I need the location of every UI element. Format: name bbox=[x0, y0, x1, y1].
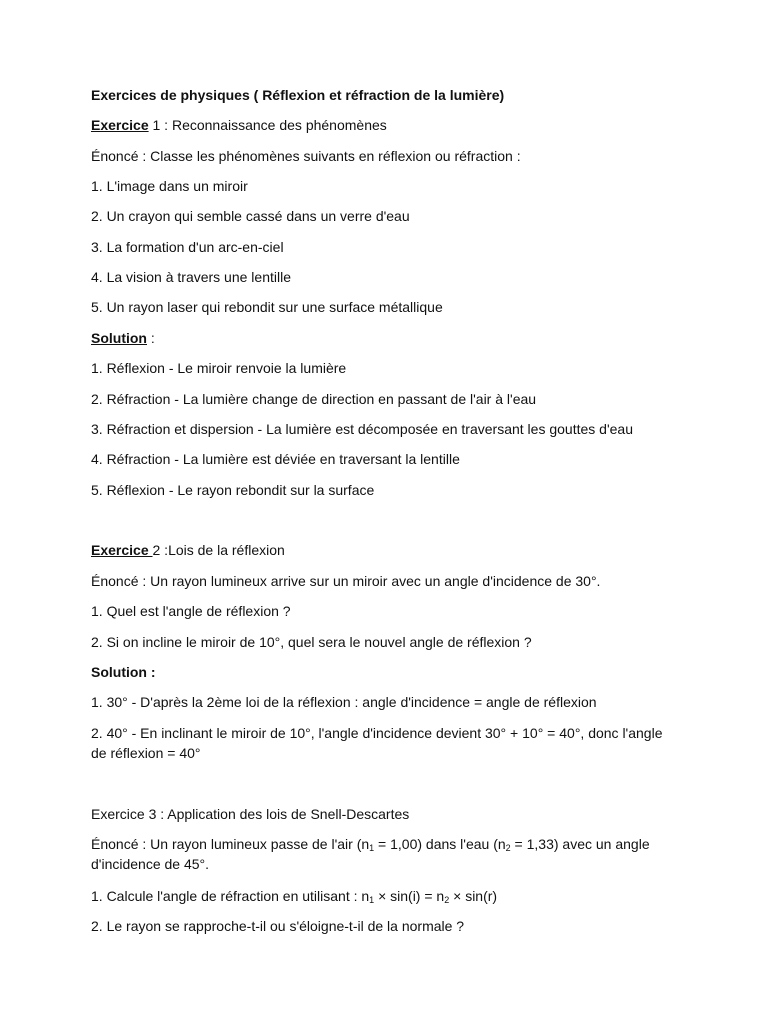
exercise-2-solution-heading: Solution : bbox=[91, 664, 156, 680]
exercise-1-solution-item: 2. Réfraction - La lumière change de direction en passant de l'air à l'eau bbox=[91, 391, 537, 407]
subscript: 2 bbox=[444, 895, 450, 905]
subscript: 1 bbox=[369, 895, 375, 905]
subscript: 1 bbox=[369, 843, 375, 853]
document-title: Exercices de physiques ( Réflexion et réfraction de la lumière) bbox=[91, 87, 505, 103]
exercise-3-statement-part: = 1,33) avec un angle d'incidence de 45°. bbox=[91, 836, 650, 872]
exercise-2-statement: Énoncé : Un rayon lumineux arrive sur un miroir avec un angle d'incidence de 30°. bbox=[91, 573, 601, 589]
exercise-2-title: 2 :Lois de la réflexion bbox=[152, 542, 285, 558]
exercise-2-question: 2. Si on incline le miroir de 10°, quel sera le nouvel angle de réflexion ? bbox=[91, 634, 532, 650]
exercise-1-solution-item: 5. Réflexion - Le rayon rebondit sur la surface bbox=[91, 482, 375, 498]
exercise-1-item: 4. La vision à travers une lentille bbox=[91, 269, 291, 285]
exercise-1-label: Exercice bbox=[91, 117, 149, 133]
exercise-1-item: 1. L'image dans un miroir bbox=[91, 178, 248, 194]
exercise-1-item: 3. La formation d'un arc-en-ciel bbox=[91, 239, 284, 255]
subscript: 2 bbox=[505, 843, 511, 853]
exercise-1-item: 5. Un rayon laser qui rebondit sur une surface métallique bbox=[91, 299, 443, 315]
exercise-1-item: 2. Un crayon qui semble cassé dans un verre d'eau bbox=[91, 208, 410, 224]
exercise-3-question-part: 1. Calcule l'angle de réfraction en utilisant : n bbox=[91, 888, 370, 904]
exercise-3-statement-part: Énoncé : Un rayon lumineux passe de l'air (n bbox=[91, 836, 370, 852]
exercise-2-solution-item: 1. 30° - D'après la 2ème loi de la réflexion : angle d'incidence = angle de réflexion bbox=[91, 694, 597, 710]
exercise-1-solution-item: 4. Réfraction - La lumière est déviée en traversant la lentille bbox=[91, 451, 460, 467]
exercise-1-heading bbox=[91, 115, 387, 135]
exercise-2-heading bbox=[91, 540, 285, 560]
exercise-2-label: Exercice bbox=[91, 542, 153, 558]
exercise-1-solution-item: 3. Réfraction et dispersion - La lumière est décomposée en traversant les gouttes d'eau bbox=[91, 421, 633, 437]
exercise-1-title: 1 : Reconnaissance des phénomènes bbox=[148, 117, 387, 133]
exercise-3-question-part: × sin(i) = n bbox=[374, 888, 445, 904]
exercise-2-solution-item: 2. 40° - En inclinant le miroir de 10°, l'angle d'incidence devient 30° + 10° = 40°, donc l'angle de réflexion = 40° bbox=[91, 725, 663, 761]
exercise-1-solution-heading bbox=[91, 328, 155, 348]
exercise-1-solution-item: 1. Réflexion - Le miroir renvoie la lumière bbox=[91, 360, 347, 376]
exercise-1-solution-colon: : bbox=[147, 330, 155, 346]
exercise-1-statement: Énoncé : Classe les phénomènes suivants en réflexion ou réfraction : bbox=[91, 148, 521, 164]
exercise-3-question-part: × sin(r) bbox=[449, 888, 498, 904]
exercise-2-question: 1. Quel est l'angle de réflexion ? bbox=[91, 603, 291, 619]
exercise-3-heading: Exercice 3 : Application des lois de Snell-Descartes bbox=[91, 806, 410, 822]
exercise-3-question bbox=[91, 886, 497, 906]
exercise-3-statement-part: = 1,00) dans l'eau (n bbox=[374, 836, 506, 852]
exercise-1-solution-label: Solution bbox=[91, 330, 147, 346]
exercise-3-statement bbox=[91, 834, 681, 874]
exercise-3-question: 2. Le rayon se rapproche-t-il ou s'éloigne-t-il de la normale ? bbox=[91, 918, 465, 934]
